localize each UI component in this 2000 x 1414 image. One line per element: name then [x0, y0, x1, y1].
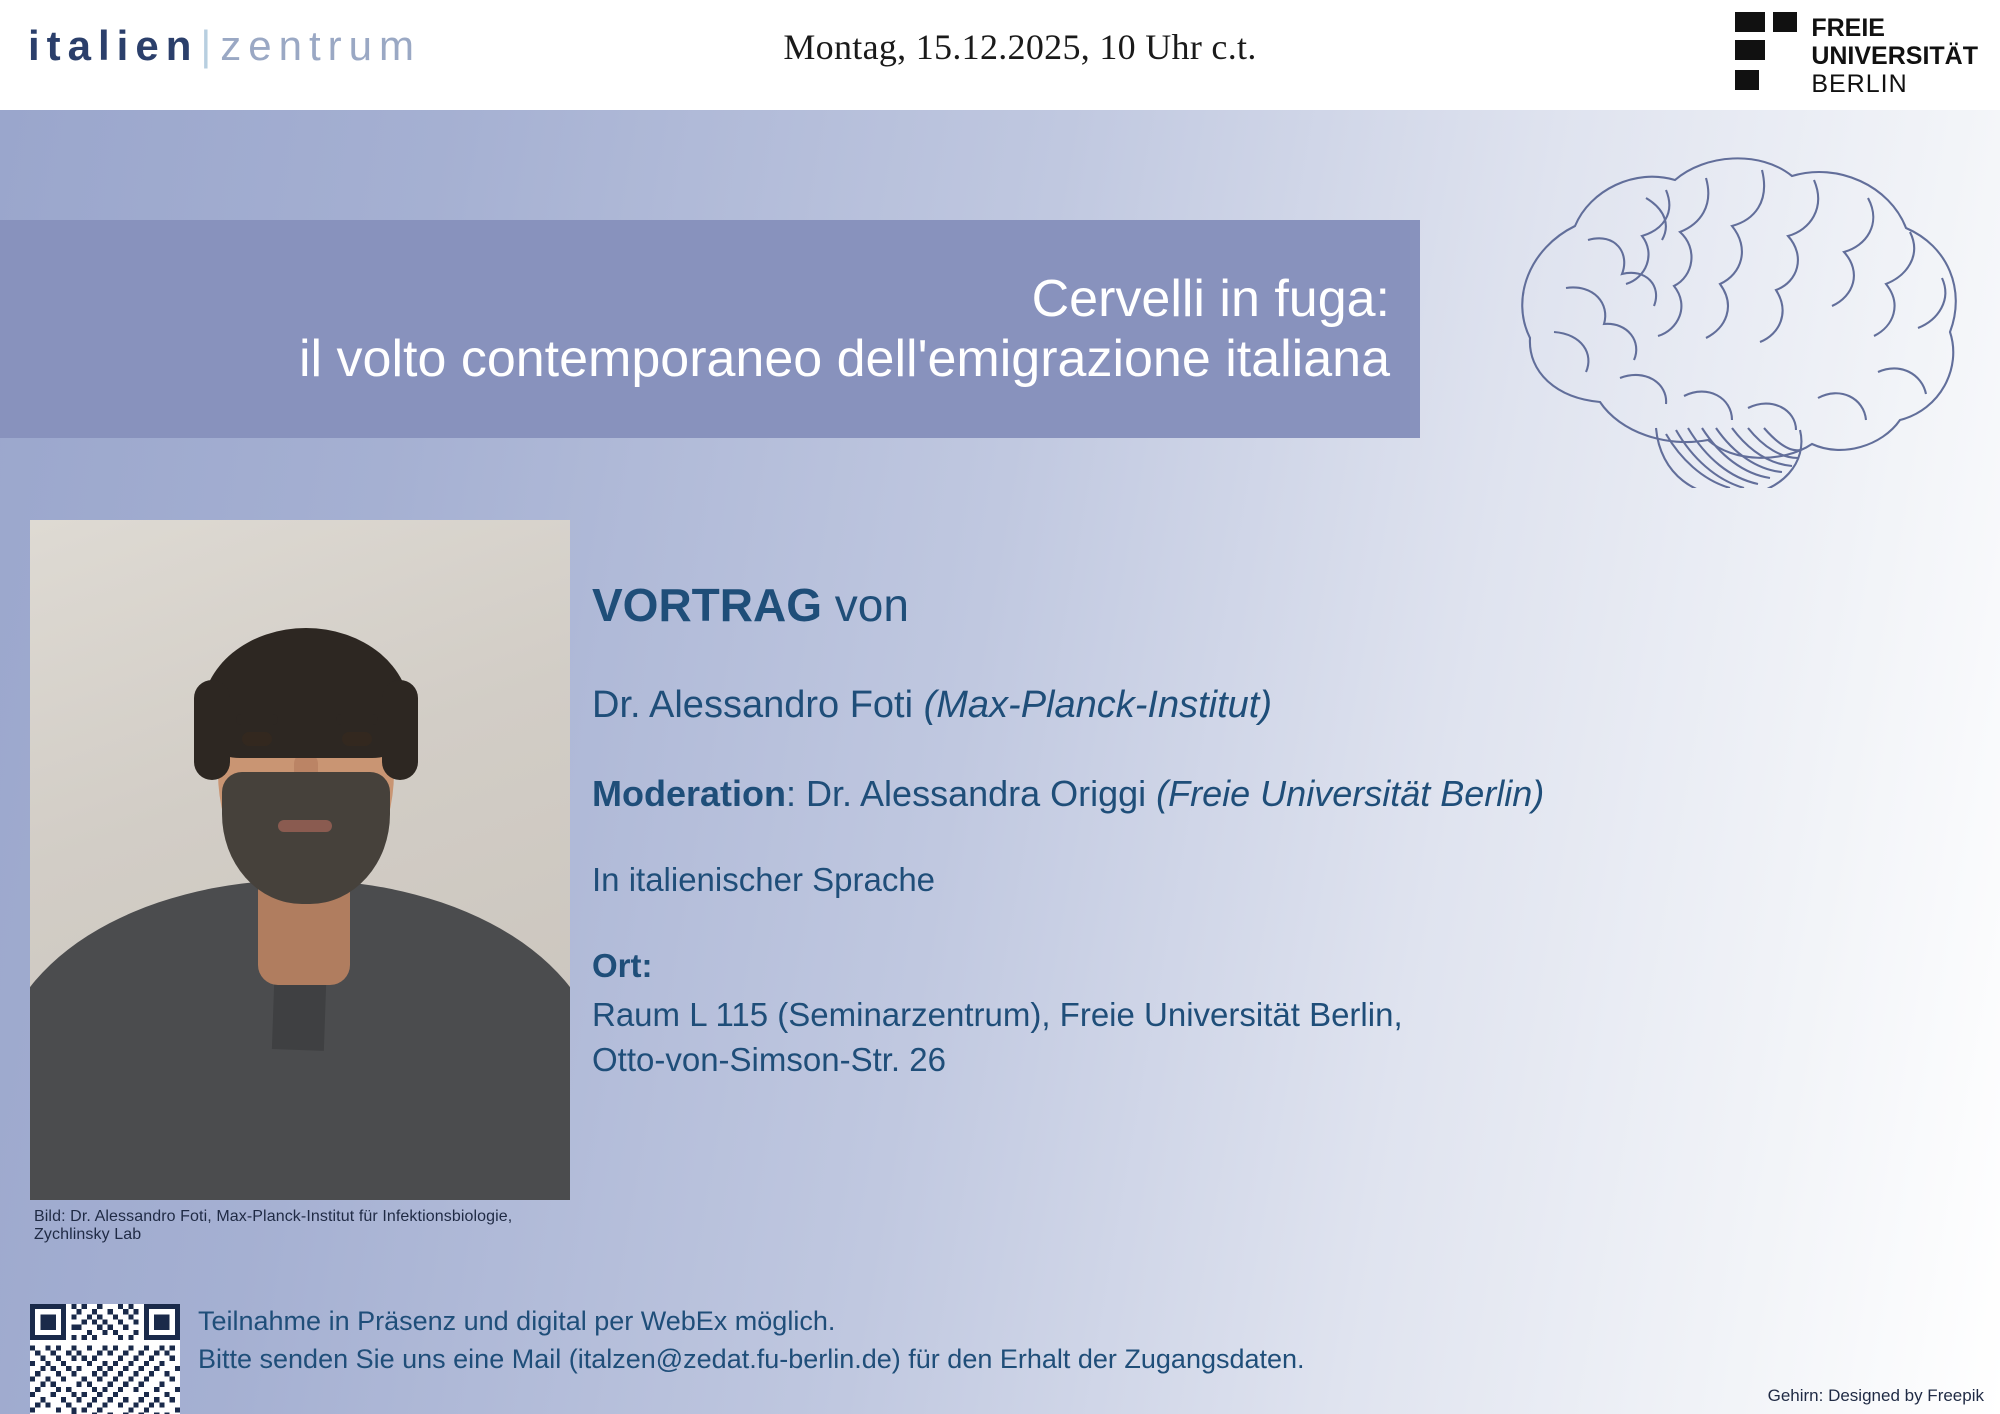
place-line-2: Otto-von-Simson-Str. 26	[592, 1040, 946, 1078]
moderation-colon: :	[786, 773, 807, 814]
moderator-affiliation: (Freie Universität Berlin)	[1156, 773, 1545, 814]
brain-illustration-icon	[1470, 128, 1990, 488]
italienzentrum-logo	[28, 22, 421, 70]
fu-line-berlin: BERLIN	[1811, 70, 1908, 98]
logo-separator: |	[200, 22, 219, 69]
fu-logo-mark-icon	[1735, 12, 1797, 90]
place-label: Ort:	[592, 947, 653, 984]
poster-title-line-2: il volto contemporaneo dell'emigrazione italiana	[298, 330, 1390, 388]
image-credit: Gehirn: Designed by Freepik	[1767, 1386, 1984, 1405]
lecture-label: VORTRAG	[592, 579, 822, 631]
speaker-affiliation: (Max-Planck-Institut)	[923, 684, 1272, 726]
photo-credit: Bild: Dr. Alessandro Foti, Max-Planck-Institut für Infektionsbiologie, Zychlinsky Lab	[34, 1208, 513, 1243]
lecture-heading	[592, 578, 1922, 632]
speaker-line	[592, 684, 1922, 727]
speaker-name: Dr. Alessandro Foti	[592, 684, 924, 726]
poster-title-band	[0, 220, 1420, 438]
moderation-line	[592, 773, 1922, 815]
logo-text-italien: italien	[28, 22, 199, 69]
poster-title-line-1: Cervelli in fuga:	[1031, 269, 1390, 328]
participation-note-line-1: Teilnahme in Präsenz und digital per WebEx möglich.	[198, 1306, 836, 1336]
moderator-name: Dr. Alessandra Origgi	[806, 773, 1157, 814]
qr-code[interactable]	[30, 1304, 180, 1414]
logo-text-zentrum: zentrum	[220, 22, 422, 69]
lecture-label-suffix: von	[822, 579, 909, 631]
speaker-photo	[30, 520, 570, 1200]
language-note: In italienischer Sprache	[592, 861, 936, 898]
fu-berlin-logo	[1735, 12, 1978, 98]
event-date: Montag, 15.12.2025, 10 Uhr c.t.	[783, 27, 1257, 67]
moderation-label: Moderation	[592, 773, 786, 814]
speaker-portrait-block	[30, 520, 570, 1244]
poster-body	[0, 110, 2000, 1414]
place-line-1: Raum L 115 (Seminarzentrum), Freie Universität Berlin,	[592, 996, 1403, 1033]
poster-details	[592, 578, 1922, 1083]
header-bar	[0, 0, 2000, 110]
fu-line-universitaet: UNIVERSITÄT	[1811, 42, 1978, 70]
participation-note-line-2: Bitte senden Sie uns eine Mail (italzen@zedat.fu-berlin.de) für den Erhalt der Zugangsdaten.	[198, 1344, 1305, 1375]
participation-note	[198, 1302, 1305, 1379]
fu-line-freie: FREIE	[1811, 14, 1885, 42]
fu-logo-wordmark	[1811, 12, 1978, 98]
